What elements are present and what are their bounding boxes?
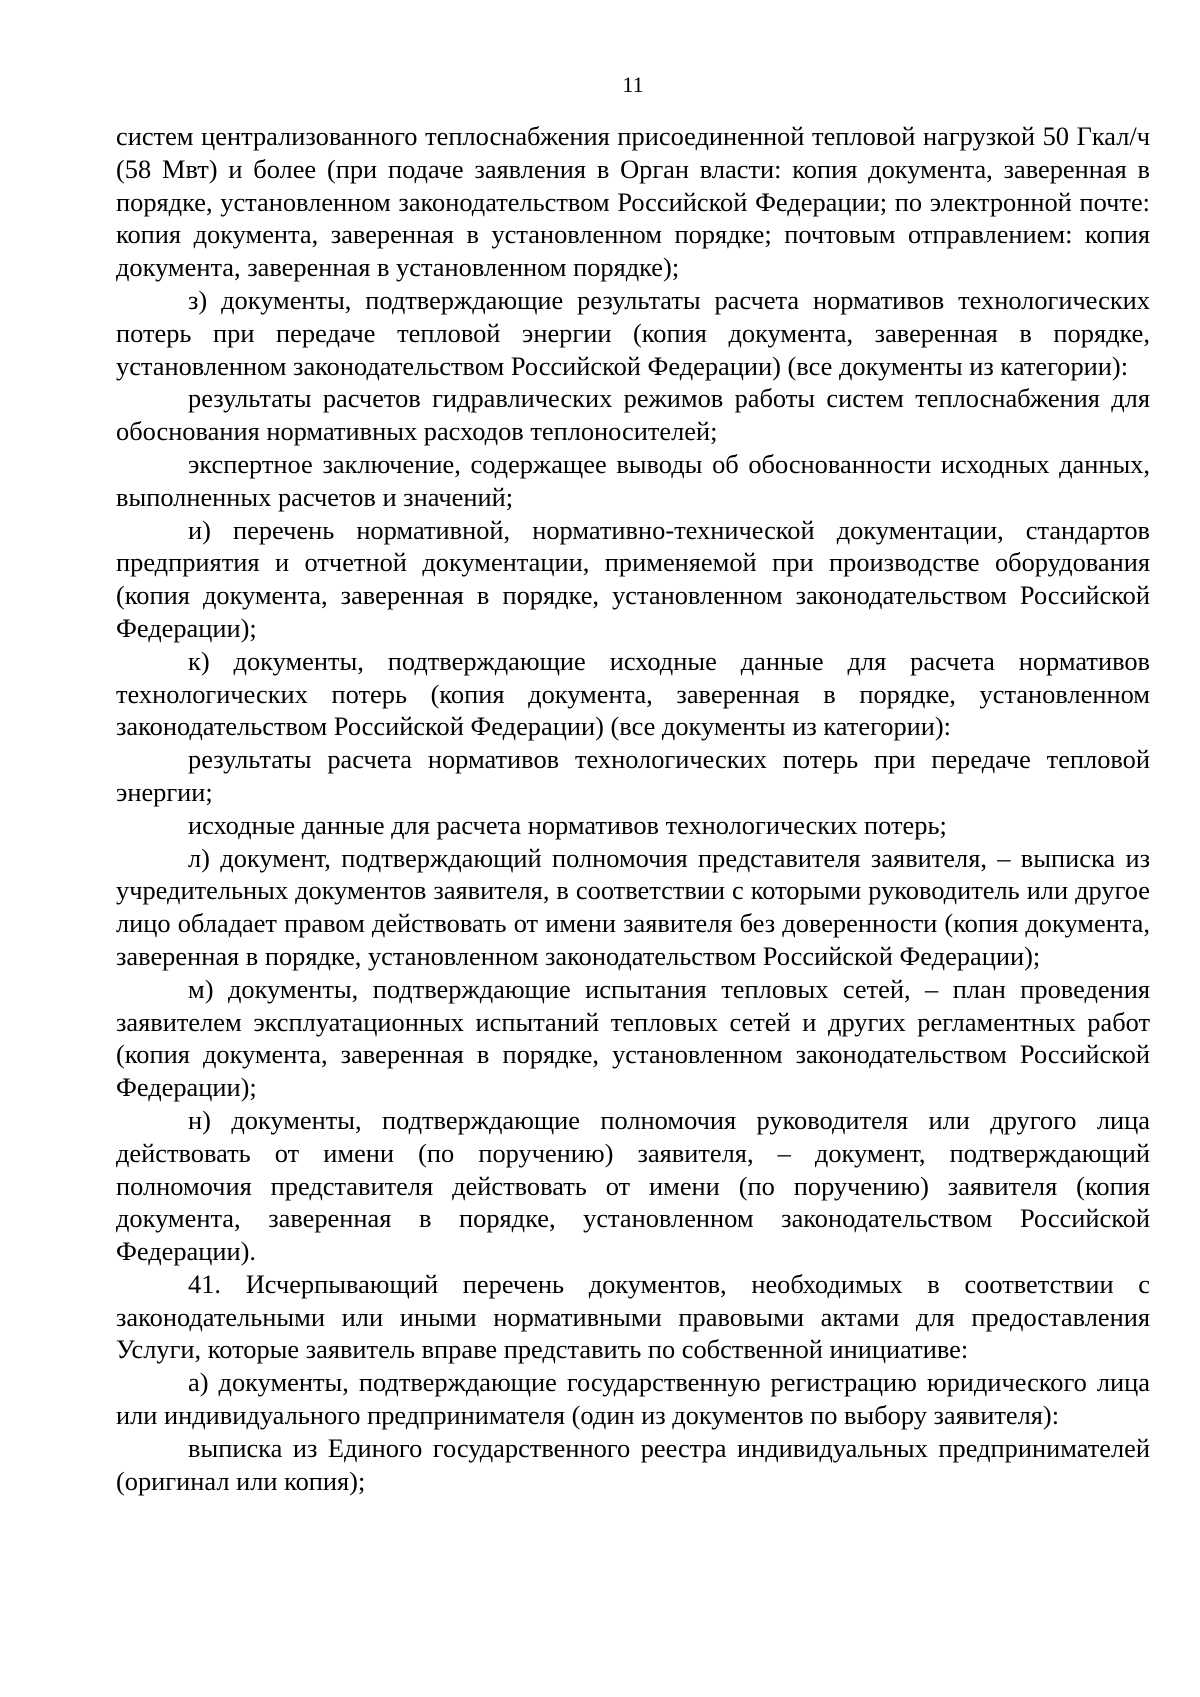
paragraph-loss-calc-results: результаты расчета нормативов технологических потерь при передаче тепловой энергии; — [116, 744, 1150, 807]
paragraph-item-l: л) документ, подтверждающий полномочия представителя заявителя, – выписка из учредительных документов заявителя, в соответствии с которыми руководитель или другое лицо обладает правом действовать от имени заявителя без доверенности (копия документа, заверенная в порядке, установленном законодательством Российской Федерации); — [116, 842, 1150, 971]
paragraph-expert-conclusion: экспертное заключение, содержащее выводы об обоснованности исходных данных, выполненных расчетов и значений; — [116, 448, 1150, 512]
paragraph-item-i: и) перечень нормативной, нормативно-технической документации, стандартов предприятия и отчетной документации, применяемой при производстве оборудования (копия документа, заверенная в порядке, установленном законодательством Российской Федерации); — [116, 514, 1150, 643]
document-body — [116, 120, 1150, 1497]
paragraph-item-k: к) документы, подтверждающие исходные данные для расчета нормативов технологических потерь (копия документа, заверенная в порядке, установленном законодательством Российской Федерации) (все документы из категории): — [116, 645, 1150, 742]
paragraph-initial-data: исходные данные для расчета нормативов технологических потерь; — [188, 809, 947, 840]
paragraph-hydraulic-results: результаты расчетов гидравлических режимов работы систем теплоснабжения для обоснования нормативных расходов теплоносителей; — [116, 383, 1150, 447]
paragraph-item-z: з) документы, подтверждающие результаты расчета нормативов технологических потерь при передаче тепловой энергии (копия документа, заверенная в порядке, установленном законодательством Российской Федерации) (все документы из категории): — [116, 284, 1150, 381]
paragraph-clause-41: 41. Исчерпывающий перечень документов, необходимых в соответствии с законодательными или иными нормативными правовыми актами для предоставления Услуги, которые заявитель вправе представить по собственной инициативе: — [116, 1268, 1150, 1365]
paragraph-item-n: н) документы, подтверждающие полномочия руководителя или другого лица действовать от имени (по поручению) заявителя, – документ, подтверждающий полномочия представителя действовать от имени (по поручению) заявителя (копия документа, заверенная в порядке, установленном законодательством Российской Федерации). — [116, 1104, 1150, 1267]
paragraph-item-m: м) документы, подтверждающие испытания тепловых сетей, – план проведения заявителем эксплуатационных испытаний тепловых сетей и других регламентных работ (копия документа, заверенная в порядке, установленном законодательством Российской Федерации); — [116, 973, 1150, 1103]
paragraph-registry-extract: выписка из Единого государственного реестра индивидуальных предпринимателей (оригинал или копия); — [116, 1432, 1150, 1496]
paragraph-continuation: систем централизованного теплоснабжения присоединенной тепловой нагрузкой 50 Гкал/ч (58 Мвт) и более (при подаче заявления в Орган власти: копия документа, заверенная в порядке, установленном законодательством Российской Федерации; по электронной почте: копия документа, заверенная в установленном порядке; почтовым отправлением: копия документа, заверенная в установленном порядке); — [116, 121, 1150, 283]
page-number: 11 — [622, 72, 644, 97]
paragraph-item-a: а) документы, подтверждающие государственную регистрацию юридического лица или индивидуального предпринимателя (один из документов по выбору заявителя): — [116, 1367, 1150, 1431]
